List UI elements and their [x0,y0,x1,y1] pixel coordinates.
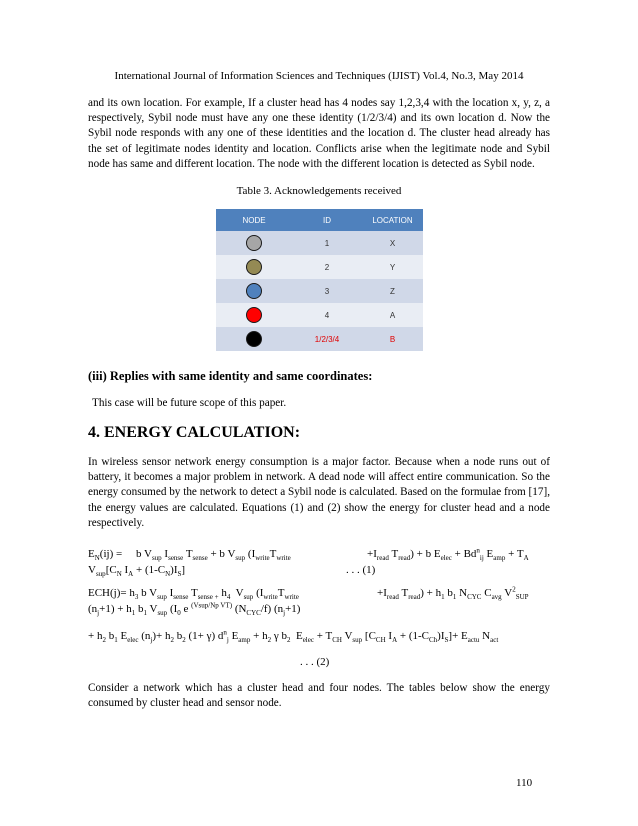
location-cell: X [362,231,423,255]
node-circle-icon [246,259,262,275]
table-row [216,327,423,351]
equation-1-line-2: $V_{sup}[C_N$ $I_A + (1-C_N)I_S$] [88,564,186,579]
journal-header: International Journal of Information Sciences and Techniques (IJIST) Vol.4, No.3, May 2014 [114,70,524,82]
equation-2-line-1-tail: $+I_{read}$ $T_{read}) + h_1$ $b_1$ $N_{CYC}$ $C_{avg}$ $V^2_{SUP}$ [377,585,529,602]
location-cell: Y [362,255,423,279]
table-row [216,231,423,255]
node-cell [216,255,292,279]
energy-paragraph: In wireless sensor network energy consumption is a major factor. Because when a node runs out of battery, it becomes a major problem in network. A dead node will affect entire communication. So the energy consumed by the network to detect a Sybil node is calculated. Based on the formulae from [17], the energy values are calculated. Equations (1) and (2) show the energy for cluster head and a node respectively. [88,456,550,529]
intro-paragraph: and its own location. For example, If a cluster head has 4 nodes say 1,2,3,4 with the location x, y, z, a respectively, Sybil node must have any one these identity (1/2/3/4) and its own location d. Now the Sybil node responds with any one of these identities and the location d. The cluster head already has the set of legitimate nodes identity and location. Conflicts arise when the legitimate node and Sybil node has same and different location. The node with the different location is detected as Sybil node. [88,97,550,170]
node-cell [216,303,292,327]
equation-2-line-2: $(n_j+1) + h_1$ $b_1$ $V_{sup}$ ($I_0$ e $^{(Vsup/Np VT)}$ $(N_{CYC}/f)$ $(n_j+1)$ [88,601,301,618]
subsection-heading: (iii) Replies with same identity and same coordinates: [88,369,373,383]
table-row [216,255,423,279]
acknowledgements-table [216,209,423,351]
closing-paragraph: Consider a network which has a cluster head and four nodes. The tables below show the energy consumed by cluster head and sensor node. [88,682,550,710]
id-cell: 1/2/3/4 [292,327,362,351]
node-cell [216,327,292,351]
table-header-row [216,209,423,231]
equation-2-number: . . . (2) [300,656,330,668]
node-circle-icon [246,331,262,347]
header-location: LOCATION [362,209,423,231]
node-circle-icon [246,283,262,299]
location-cell: B [362,327,423,351]
id-cell: 3 [292,279,362,303]
node-cell [216,231,292,255]
equation-2-line-3: + $h_2$ $b_1$ $E_{elec}$ $(n_j)+ h_2$ $b_2$ (1+ γ) $d^n_j$ $E_{amp} + h_2$ γ $b_2$ $E_{elec} + T_{CH}$ $V_{sup}$ [$C_{CH}$ $I_A + (1-C_{Ch})I_S]+ E_{actu}$ $N_{act}$ [88,628,499,645]
table-row [216,279,423,303]
id-cell: 2 [292,255,362,279]
node-circle-icon [246,235,262,251]
header-node: NODE [216,209,292,231]
page-number: 110 [516,777,533,789]
table-row [216,303,423,327]
subsection-text: This case will be future scope of this paper. [92,397,287,409]
node-cell [216,279,292,303]
table-caption: Table 3. Acknowledgements received [236,185,402,197]
header-id: ID [292,209,362,231]
node-circle-icon [246,307,262,323]
id-cell: 4 [292,303,362,327]
equation-1-line-1-tail: $+I_{read}$ $T_{read}) + b$ $E_{elec} + Bd^n_{ij}$ $E_{amp} + T_A$ [367,546,529,563]
location-cell: A [362,303,423,327]
equation-1-number: . . . (1) [346,564,376,576]
id-cell: 1 [292,231,362,255]
section-heading: 4. ENERGY CALCULATION: [88,424,301,441]
location-cell: Z [362,279,423,303]
equation-1-line-1: $E_N(ij)$ = b $V_{sup}$ $I_{sense}$ $T_{sense} + b$ $V_{sup}$ ($I_{write}T_{write}$ [88,548,291,563]
equation-2-line-1: $ECH(j)= h_3$ b $V_{sup}$ $I_{sense}$ $T_{sense +}$ $h_4$ $V_{sup}$ ($I_{write}T_{write}$ [88,587,299,602]
